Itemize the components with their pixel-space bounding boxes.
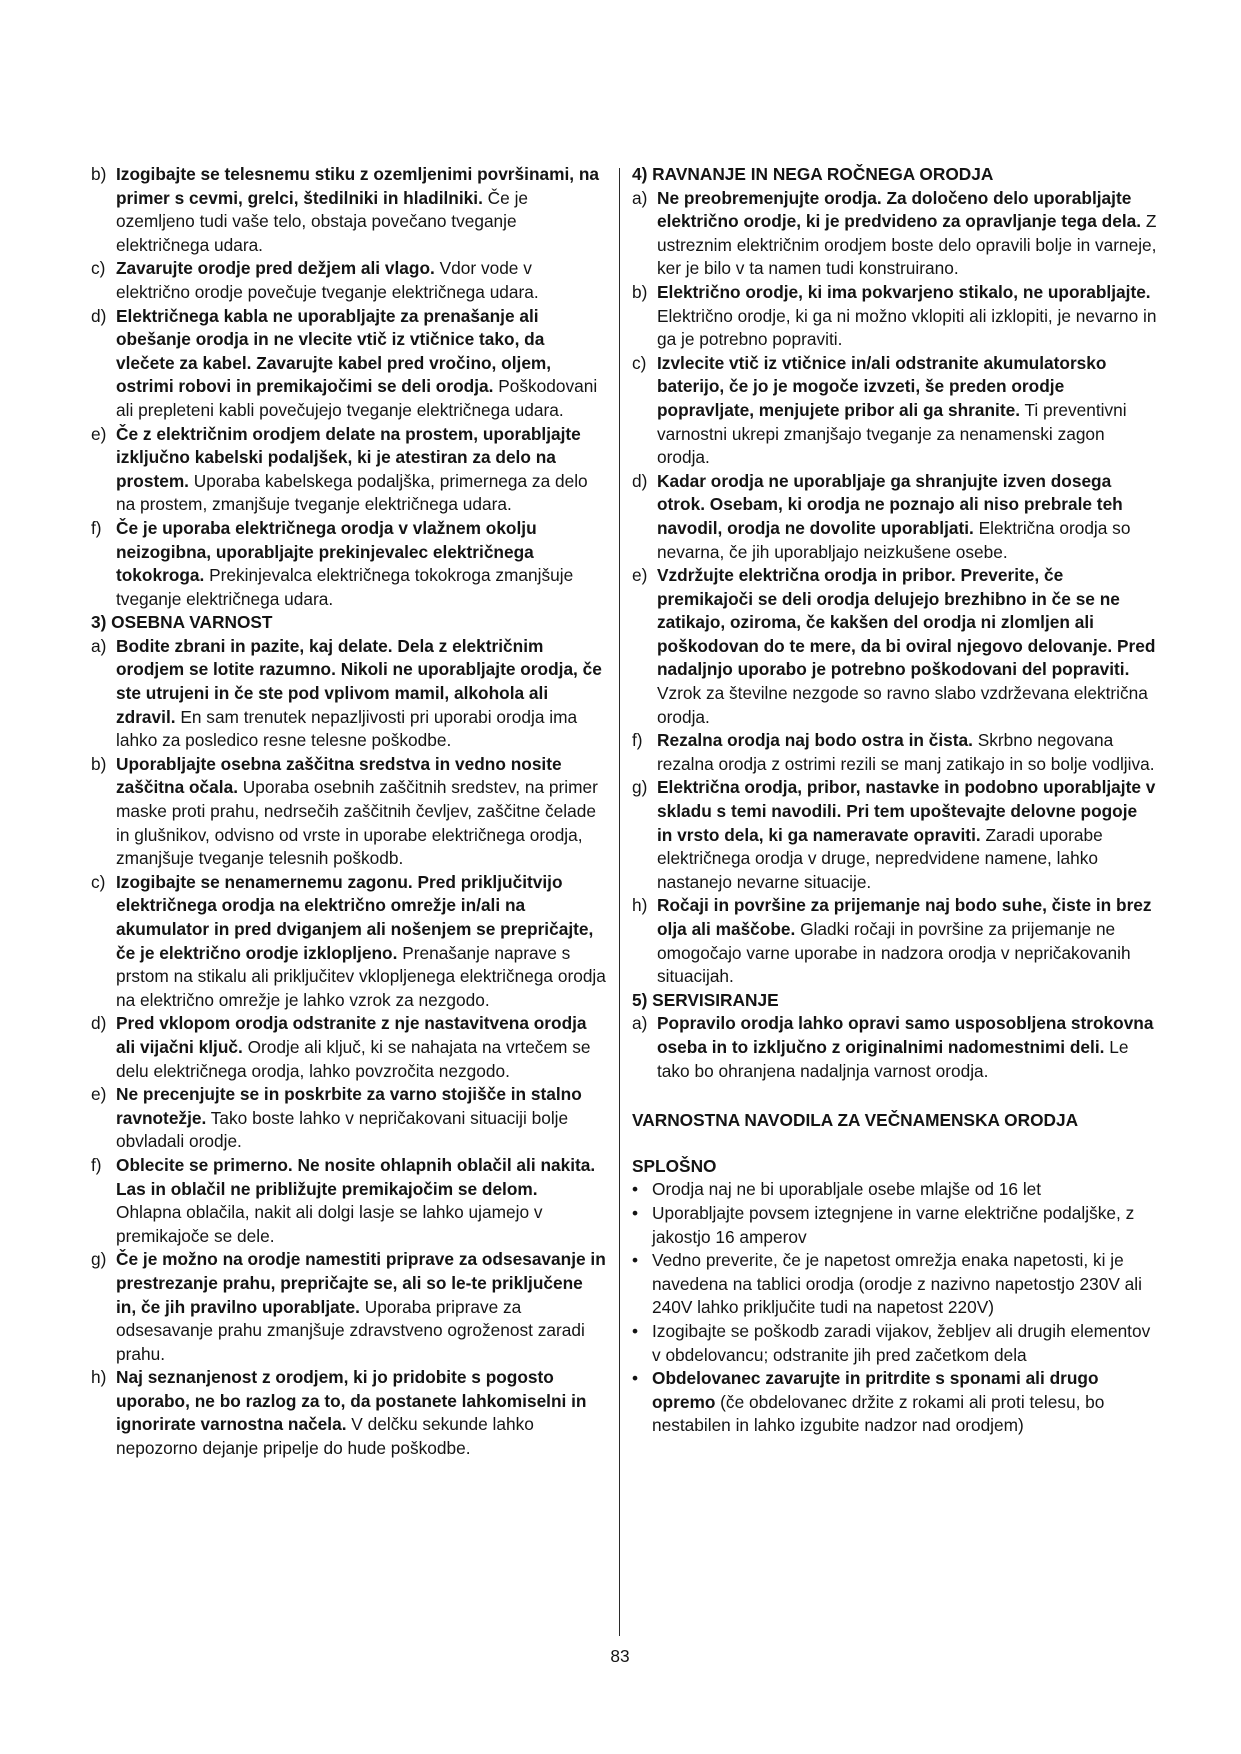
list-item bbox=[632, 187, 1157, 281]
item-text: Z ustreznim električnim orodjem boste delo opravili bolje in varneje, ker je bilo v ta namen tudi konstruirano. bbox=[657, 211, 1157, 279]
item-bold-text: Ne preobremenjujte orodja. Za določeno delo uporabljajte električno orodje, ki je predvideno za opravljanje tega dela. bbox=[657, 187, 1142, 232]
list-item bbox=[91, 635, 607, 753]
bullet-icon: • bbox=[632, 1250, 639, 1271]
item-bold-text: Naj seznanjenost z orodjem, ki jo pridobite s pogosto uporabo, ne bo razlog za to, da postanete lahkomiselni in ignorirate varnostna načela. bbox=[116, 1367, 587, 1435]
item-label: g) bbox=[91, 1249, 107, 1270]
item-label: d) bbox=[632, 470, 648, 491]
column-divider bbox=[619, 168, 620, 1636]
item-text: Ohlapna oblačila, nakit ali dolgi lasje se lahko ujamejo v premikajoče se dele. bbox=[116, 1202, 543, 1246]
item-text: Uporaba priprave za odsesavanje prahu zmanjšuje zdravstveno ogroženost zaradi prahu. bbox=[116, 1296, 585, 1364]
item-text: Električno orodje, ki ga ni možno vklopiti ali izklopiti, je nevarno in ga je potrebno popraviti. bbox=[657, 305, 1157, 350]
item-text: Ti preventivni varnostni ukrepi zmanjšajo tveganje za nenamenski zagon orodja. bbox=[657, 399, 1127, 468]
item-text: Tako boste lahko v nepričakovani situaciji bolje obvladali orodje. bbox=[116, 1107, 569, 1152]
section-5-items bbox=[632, 1012, 1157, 1083]
item-label: g) bbox=[632, 777, 648, 798]
list-item bbox=[632, 470, 1157, 564]
item-label: c) bbox=[632, 352, 647, 373]
item-text: V delčku sekunde lahko nepozorno dejanje pripelje do hude poškodbe. bbox=[116, 1414, 534, 1459]
item-bold-text: Električna orodja, pribor, nastavke in podobno uporabljajte v skladu s temi navodili. Pri tem upoštevajte delovne pogoje in vrsto dela, ki ga nameravate opraviti. bbox=[657, 777, 1156, 845]
item-bold-text: Rezalna orodja naj bodo ostra in čista. bbox=[657, 730, 973, 751]
item-bold-text: Če je uporaba električnega orodja v vlažnem okolju neizogibna, uporabljajte prekinjevalec električnega tokokroga. bbox=[116, 517, 537, 586]
item-label: a) bbox=[632, 1013, 648, 1034]
item-label: h) bbox=[632, 895, 648, 916]
item-label: h) bbox=[91, 1367, 107, 1388]
section-heading-3: 3) OSEBNA VARNOST bbox=[91, 612, 273, 633]
item-bold-text: Popravilo orodja lahko opravi samo usposobljena strokovna oseba in to izključno z originalnimi nadomestnimi deli. bbox=[657, 1013, 1154, 1057]
list-item bbox=[632, 281, 1157, 352]
list-item bbox=[632, 729, 1157, 776]
item-label: c) bbox=[91, 258, 106, 279]
item-bold-text: Bodite zbrani in pazite, kaj delate. Dela z električnim orodjem se lotite razumno. Nikoli ne uporabljajte orodja, če ste utrujeni in če ste pod vplivom mamil, alkohola ali zdravil. bbox=[116, 635, 602, 727]
right-column bbox=[632, 163, 1157, 1438]
item-text: Vzrok za številne nezgode so ravno slabo vzdrževana električna orodja. bbox=[657, 683, 1148, 727]
item-label: d) bbox=[91, 1013, 107, 1034]
item-label: b) bbox=[632, 281, 648, 302]
list-item bbox=[632, 776, 1157, 894]
bullet-item bbox=[632, 1178, 1157, 1202]
list-item bbox=[632, 352, 1157, 470]
item-label: f) bbox=[91, 517, 102, 538]
item-label: b) bbox=[91, 164, 107, 184]
item-text: Prenašanje naprave s prstom na stikalu ali priključitev vklopljenega električnega orodja na električno omrežje je lahko vzrok za nezgodo. bbox=[116, 942, 606, 1010]
list-item bbox=[632, 1012, 1157, 1083]
item-text: Skrbno negovana rezalna orodja z ostrimi rezili se manj zatikajo in so bolje vodljiva. bbox=[657, 730, 1155, 774]
item-text: Orodje ali ključ, ki se nahajata na vrtečem se delu električnega orodja, lahko povzročita nezgodo. bbox=[116, 1036, 591, 1081]
bullet-text: Orodja naj ne bi uporabljale osebe mlajše od 16 let bbox=[652, 1179, 1042, 1200]
list-item bbox=[91, 871, 607, 1013]
list-item bbox=[91, 1248, 607, 1366]
bullet-icon: • bbox=[632, 1368, 639, 1389]
item-text: Če je ozemljeno tudi vaše telo, obstaja povečano tveganje električnega udara. bbox=[116, 187, 529, 255]
bullet-text: Vedno preverite, če je napetost omrežja enaka napetosti, ki je navedena na tablici orodja (orodje z nazivno napetostjo 230V ali 240V lahko priključite tudi na napetost 220V) bbox=[652, 1250, 1142, 1318]
bullet-bold-text: Obdelovanec zavarujte in pritrdite s sponami ali drugo opremo bbox=[652, 1368, 1099, 1412]
section-3-items bbox=[91, 635, 607, 1461]
item-label: c) bbox=[91, 871, 106, 892]
item-text: Uporaba osebnih zaščitnih sredstev, na primer maske proti prahu, nedrsečih zaščitnih čevljev, zaščitne čelade in glušnikov, odvisno od vrste in uporabe električnega orodja, zmanjšuje tveganje telesnih poškodb. bbox=[116, 777, 598, 869]
bullet-item bbox=[632, 1320, 1157, 1367]
main-heading: VARNOSTNA NAVODILA ZA VEČNAMENSKA ORODJA bbox=[632, 1110, 1079, 1131]
list-item bbox=[91, 163, 607, 257]
item-bold-text: Če je možno na orodje namestiti priprave za odsesavanje in prestrezanje prahu, prepričajte se, ali so le-te priključene in, če jih pravilno uporabljate. bbox=[116, 1249, 606, 1317]
item-text: En sam trenutek nepazljivosti pri uporabi orodja ima lahko za posledico resne telesne poškodbe. bbox=[116, 706, 578, 751]
item-bold-text: Ročaji in površine za prijemanje naj bodo suhe, čiste in brez olja ali maščobe. bbox=[657, 895, 1152, 939]
item-text: Uporaba kabelskega podaljška, primernega za delo na prostem, zmanjšuje tveganje električnega udara. bbox=[116, 470, 588, 515]
item-text: Prekinjevalca električnega tokokroga zmanjšuje tveganje električnega udara. bbox=[116, 565, 574, 609]
item-bold-text: Električnega kabla ne uporabljajte za prenašanje ali obešanje orodja in ne vlecite vtič iz vtičnice tako, da vlečete za kabel. Zavarujte kabel pred vročino, oljem, ostrimi robovi in premikajočimi se deli orodja. bbox=[116, 305, 552, 397]
item-bold-text: Pred vklopom orodja odstranite z nje nastavitvena orodja ali vijačni ključ. bbox=[116, 1013, 587, 1057]
item-label: f) bbox=[91, 1154, 102, 1175]
item-text: Gladki ročaji in površine za prijemanje ne omogočajo varne uporabe in nadzora orodja v nepričakovanih situacijah. bbox=[657, 919, 1131, 987]
item-label: e) bbox=[91, 423, 107, 444]
list-item bbox=[91, 1154, 607, 1248]
bullet-item bbox=[632, 1202, 1157, 1249]
list-item bbox=[91, 753, 607, 871]
item-bold-text: Električno orodje, ki ima pokvarjeno stikalo, ne uporabljajte. bbox=[657, 281, 1151, 302]
list-item bbox=[91, 305, 607, 423]
item-label: e) bbox=[91, 1084, 107, 1105]
section-4-items bbox=[632, 187, 1157, 989]
list-item bbox=[91, 1012, 607, 1083]
list-item bbox=[632, 894, 1157, 988]
item-bold-text: Če z električnim orodjem delate na prostem, uporabljajte izključno kabelski podaljšek, ki je atestiran za delo na prostem. bbox=[116, 423, 581, 491]
bullet-icon: • bbox=[632, 1202, 639, 1223]
item-bold-text: Uporabljajte osebna zaščitna sredstva in vedno nosite zaščitna očala. bbox=[116, 753, 562, 798]
item-bold-text: Vzdržujte električna orodja in pribor. Preverite, če premikajoči se deli orodja delujejo brezhibno in če se ne zatikajo, oziroma, če kakšen del orodja ni zlomljen ali poškodovan do te mere, da bi oviral njegovo delovanje. Pred nadaljnjo uporabo je potrebno poškodovani del popraviti. bbox=[657, 565, 1156, 680]
item-text: Vdor vode v električno orodje povečuje tveganje električnega udara. bbox=[116, 258, 539, 302]
item-label: e) bbox=[632, 565, 648, 586]
sub-heading: SPLOŠNO bbox=[632, 1155, 717, 1176]
bullet-icon: • bbox=[632, 1320, 639, 1341]
list-item bbox=[91, 1366, 607, 1460]
item-label: d) bbox=[91, 305, 107, 326]
item-bold-text: Ne precenjujte se in poskrbite za varno stojišče in stalno ravnotežje. bbox=[116, 1084, 582, 1128]
item-text: Električna orodja so nevarna, če jih uporabljajo neizkušene osebe. bbox=[657, 517, 1131, 562]
item-bold-text: Izvlecite vtič iz vtičnice in/ali odstranite akumulatorsko baterijo, če jo je mogoče izvzeti, še preden orodje popravljate, menjujete pribor ali ga shranite. bbox=[657, 352, 1107, 420]
item-label: f) bbox=[632, 730, 643, 751]
bullet-item bbox=[632, 1249, 1157, 1320]
page-number: 83 bbox=[610, 1646, 630, 1666]
bullet-text: Uporabljajte povsem iztegnjene in varne električne podaljške, z jakostjo 16 amperov bbox=[652, 1202, 1135, 1247]
item-bold-text: Kadar orodja ne uporabljaje ga shranjujte izven dosega otrok. Osebam, ki orodja ne poznajo ali niso prebrale teh navodil, orodja ne dovolite uporabljati. bbox=[657, 470, 1123, 538]
item-label: a) bbox=[91, 635, 107, 656]
bullet-item bbox=[632, 1367, 1157, 1438]
left-items-group bbox=[91, 163, 607, 611]
item-bold-text: Izogibajte se telesnemu stiku z ozemljenimi površinami, na primer s cevmi, grelci, štedilniki in hladilniki. bbox=[116, 164, 600, 208]
item-bold-text: Izogibajte se nenamernemu zagonu. Pred priključitvijo električnega orodja na električno omrežje in/ali na akumulator in pred dviganjem ali nošenjem se prepričajte, če je električno orodje izklopljeno. bbox=[116, 871, 594, 963]
bullet-list bbox=[632, 1178, 1157, 1438]
item-label: a) bbox=[632, 187, 648, 208]
item-text: Zaradi uporabe električnega orodja v druge, nepredvidene namene, lahko nastanejo nevarne situacije. bbox=[657, 824, 1103, 892]
item-bold-text: Oblecite se primerno. Ne nosite ohlapnih oblačil ali nakita. Las in oblačil ne približujte premikajočim se delom. bbox=[116, 1154, 596, 1199]
item-text: Le tako bo ohranjena nadaljnja varnost orodja. bbox=[657, 1036, 1129, 1081]
bullet-icon: • bbox=[632, 1179, 639, 1200]
list-item bbox=[632, 564, 1157, 729]
bullet-text: Izogibajte se poškodb zaradi vijakov, žebljev ali drugih elementov v obdelovancu; odstranite jih pred začetkom dela bbox=[652, 1320, 1151, 1365]
list-item bbox=[91, 257, 607, 304]
item-text: Poškodovani ali prepleteni kabli povečujejo tveganje električnega udara. bbox=[116, 376, 598, 420]
list-item bbox=[91, 423, 607, 517]
section-heading-4: 4) RAVNANJE IN NEGA ROČNEGA ORODJA bbox=[632, 164, 994, 184]
left-column bbox=[91, 163, 607, 1461]
list-item bbox=[91, 517, 607, 611]
item-bold-text: Zavarujte orodje pred dežjem ali vlago. bbox=[116, 258, 435, 279]
list-item bbox=[91, 1083, 607, 1154]
bullet-text: (če obdelovanec držite z rokami ali proti telesu, bo nestabilen in lahko izgubite nadzor nad orodjem) bbox=[652, 1391, 1105, 1436]
item-label: b) bbox=[91, 753, 107, 774]
section-heading-5: 5) SERVISIRANJE bbox=[632, 989, 779, 1010]
